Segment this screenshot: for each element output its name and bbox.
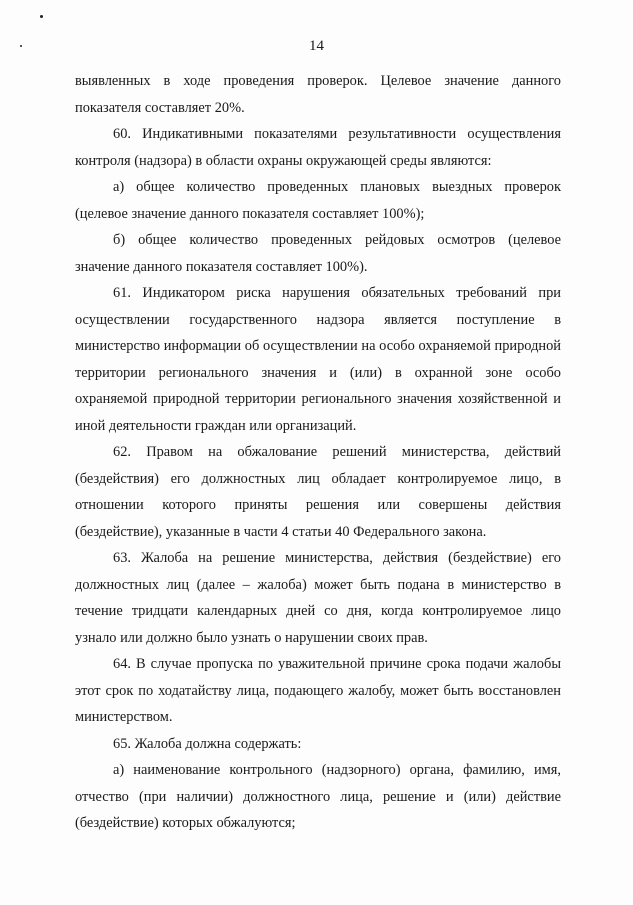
scan-speck xyxy=(40,15,43,18)
body-text xyxy=(75,68,561,837)
paragraph-60: 60. Индикативными показателями результативности осуществления контроля (надзора) в области охраны окружающей среды являются: xyxy=(75,126,561,169)
paragraph-60-b: б) общее количество проведенных рейдовых осмотров (целевое значение данного показателя составляет 100%). xyxy=(75,232,561,275)
paragraph-61: 61. Индикатором риска нарушения обязательных требований при осуществлении государственного надзора является поступление в министерство информации об осуществлении на особо охраняемой природной территории регионального значения и (или) в охранной зоне особо охраняемой природной территории регионального значения хозяйственной и иной деятельности граждан или организаций. xyxy=(75,285,561,434)
paragraph-continuation: выявленных в ходе проведения проверок. Целевое значение данного показателя составляет 20%. xyxy=(75,73,561,116)
page-number: 14 xyxy=(309,38,324,54)
paragraph-65: 65. Жалоба должна содержать: xyxy=(113,735,302,752)
paragraph-64: 64. В случае пропуска по уважительной причине срока подачи жалобы этот срок по ходатайству лица, подающего жалобу, может быть восстановлен министерством. xyxy=(75,656,561,725)
paragraph-63: 63. Жалоба на решение министерства, действия (бездействие) его должностных лиц (далее – жалоба) может быть подана в министерство в течение тридцати календарных дней со дня, когда контролируемое лицо узнало или должно было узнать о нарушении своих прав. xyxy=(75,550,561,646)
paragraph-62: 62. Правом на обжалование решений министерства, действий (бездействия) его должностных лиц обладает контролируемое лицо, в отношении которого приняты решения или совершены действия (бездействие), указанные в части 4 статьи 40 Федерального закона. xyxy=(75,444,561,540)
paragraph-65-a: а) наименование контрольного (надзорного) органа, фамилию, имя, отчество (при наличии) должностного лица, решение и (или) действие (бездействие) которых обжалуются; xyxy=(75,762,561,831)
paragraph-60-a: а) общее количество проведенных плановых выездных проверок (целевое значение данного показателя составляет 100%); xyxy=(75,179,561,222)
